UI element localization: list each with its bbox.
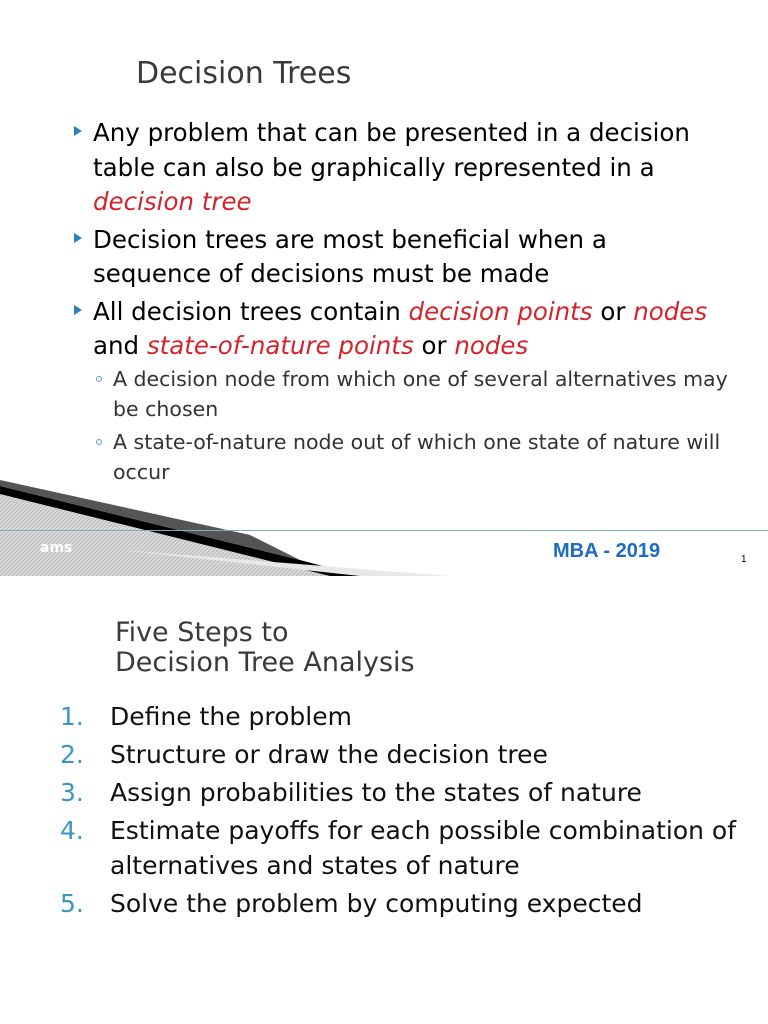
slide-title: Decision Trees	[136, 56, 352, 91]
step-text: Solve the problem by computing expected	[110, 889, 643, 918]
sub-bullet-item	[93, 364, 732, 424]
step-number: 1.	[60, 702, 84, 731]
step-text: Assign probabilities to the states of nature	[110, 778, 642, 807]
step-item	[60, 775, 740, 810]
step-text: Estimate payoffs for each possible combination of alternatives and states of nature	[110, 816, 737, 880]
bullet-text: or	[592, 296, 634, 326]
step-number: 5.	[60, 889, 84, 918]
step-item	[60, 699, 740, 734]
ring-bullet-icon	[96, 376, 102, 382]
sub-bullet-item	[93, 427, 732, 487]
bullet-item	[72, 295, 732, 487]
footer-course: MBA - 2019	[553, 540, 661, 562]
title-line-1: Five Steps to	[115, 617, 289, 648]
highlight-term: decision tree	[93, 187, 252, 216]
step-item	[60, 886, 740, 921]
step-text: Define the problem	[110, 702, 352, 731]
step-item	[60, 813, 740, 883]
bullet-item	[72, 223, 732, 292]
bullet-item	[72, 116, 732, 220]
sub-bullet-text: A decision node from which one of several alternatives may be chosen	[113, 366, 728, 421]
slide-title	[115, 618, 415, 678]
bullet-text: or	[413, 331, 455, 360]
step-item	[60, 737, 740, 772]
ring-bullet-icon	[96, 439, 102, 445]
step-number: 4.	[60, 816, 84, 845]
bullet-text: Any problem that can be presented in a decision table can also be graphically represented in a	[93, 118, 690, 182]
sub-bullet-text: A state-of-nature node out of which one state of nature will occur	[113, 429, 721, 484]
step-text: Structure or draw the decision tree	[110, 740, 548, 769]
title-line-2: Decision Tree Analysis	[115, 647, 415, 678]
slide-2	[0, 576, 768, 1024]
step-number: 2.	[60, 740, 84, 769]
arrow-bullet-icon	[74, 233, 82, 243]
highlight-term: state-of-nature points	[146, 331, 414, 360]
footer-author: ams	[40, 540, 73, 556]
arrow-bullet-icon	[74, 305, 82, 315]
arrow-bullet-icon	[74, 126, 82, 136]
footer-divider	[0, 530, 768, 531]
steps-list	[60, 699, 740, 924]
highlight-term: nodes	[454, 331, 529, 360]
highlight-term: decision points	[408, 296, 593, 326]
highlight-term: nodes	[633, 296, 708, 326]
bullet-text: All decision trees contain	[93, 296, 409, 326]
slide-number: 1	[741, 554, 747, 565]
sub-bullet-list	[93, 364, 732, 487]
bullet-text: Decision trees are most beneficial when a sequence of decisions must be made	[93, 224, 607, 288]
step-number: 3.	[60, 778, 84, 807]
bullet-text: and	[93, 331, 147, 360]
bullet-list	[72, 116, 732, 490]
